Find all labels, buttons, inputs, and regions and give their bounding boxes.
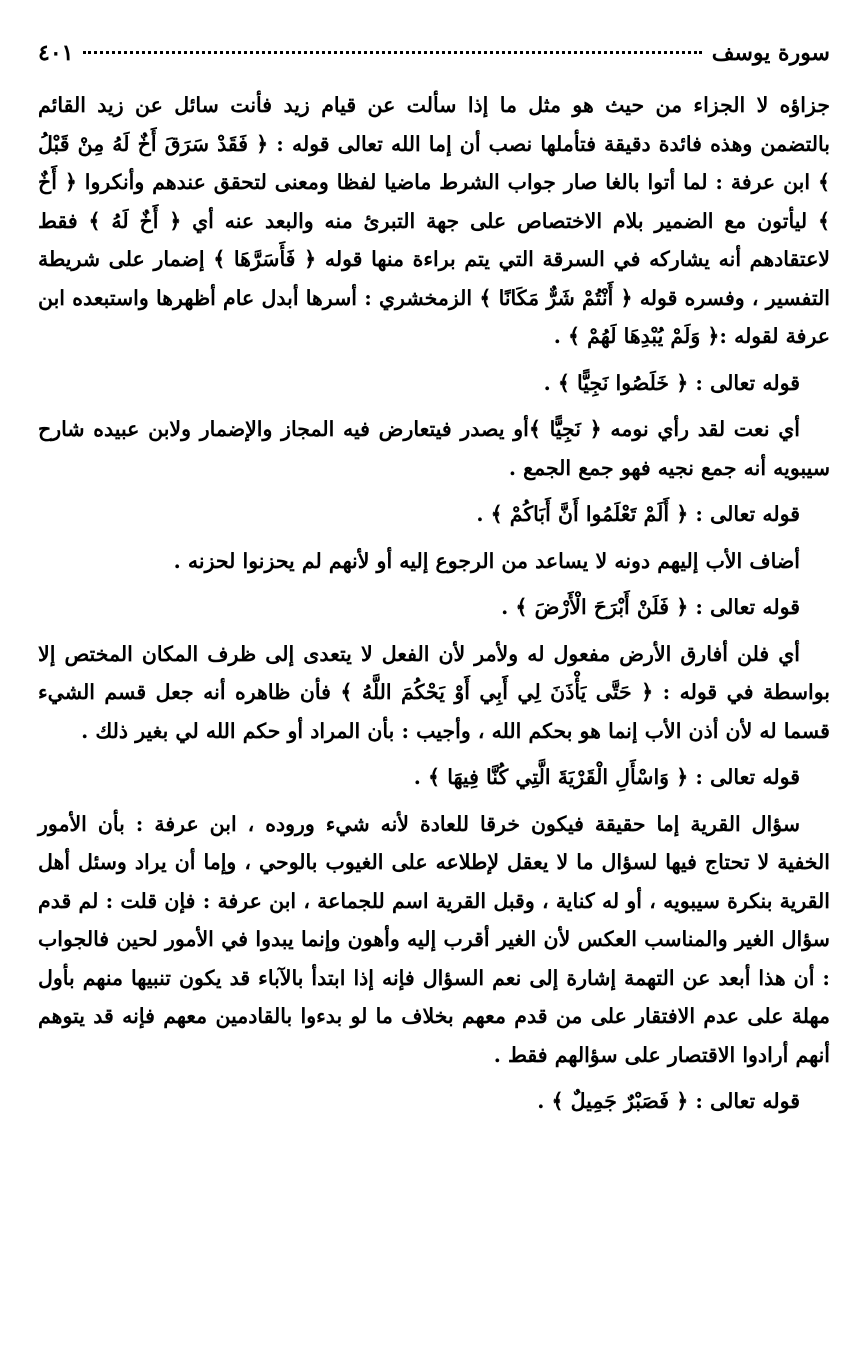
verse-heading-alam-talamu: قوله تعالى : ﴿ أَلَمْ تَعْلَمُوا أَنَّ أَبَاكُمْ ﴾ . [476, 502, 800, 526]
paragraph-commentary-4: أي فلن أفارق الأرض مفعول له ولأمر لأن الفعل لا يتعدى إلى ظرف المكان المختص إلا بواسطة في قوله : ﴿ حَتَّى يَأْذَنَ لِي أَبِي أَوْ يَحْكُمَ اللَّهُ ﴾ فأن ظاهره أنه جعل قسم الشيء قسما له لأن أذن الأب إنما هو بحكم الله ، وأجيب : بأن المراد أو حكم الله لي بغير ذلك . [38, 641, 830, 743]
paragraph-commentary-2: أي نعت لقد رأي نومه ﴿ نَجِيًّا ﴾أو يصدر فيتعارض فيه المجاز والإضمار ولابن عبيده شارح سيبويه أنه جمع نجيه فهو جمع الجمع . [38, 417, 830, 480]
page-number: ٤٠١ [38, 40, 74, 66]
book-page [38, 40, 830, 1121]
verse-heading-wasal-alqarya: قوله تعالى : ﴿ وَاسْأَلِ الْقَرْيَةَ الَّتِي كُنَّا فِيهَا ﴾ . [413, 765, 800, 789]
paragraph-commentary-5: سؤال القرية إما حقيقة فيكون خرقا للعادة لأنه شيء وروده ، ابن عرفة : بأن الأمور الخفية لا تحتاج فيها لسؤال ما لا يعقل لإطلاعه على الغيوب بالوحي ، وإما أن يراد وسئل أهل القرية بنكرة سيبويه ، أو له كناية ، وقبل القرية اسم للجماعة ، ابن عرفة : فإن قلت : لم قدم سؤال الغير والمناسب العكس لأن الغير أقرب إليه وأهون وإنما يبدوا في الأمور لحين فالجواب : أن هذا أبعد عن التهمة إشارة إلى نعم السؤال فإنه إذا ابتدأ بالآباء قد يكون تنبيها منهم بأول مهلة على عدم الافتقار على من قدم معهم بخلاف ما لو بدءوا بالقادمين معهم فإنه قد يتوهم أنهم أرادوا الاقتصار على سؤالهم فقط . [38, 811, 830, 1067]
verse-heading-fasabrun-jamil: قوله تعالى : ﴿ فَصَبْرٌ جَمِيلٌ ﴾ . [537, 1089, 800, 1113]
paragraph-commentary-1: جزاؤه لا الجزاء من حيث هو مثل ما إذا سألت عن قيام زيد فأنت سائل عن زيد القائم بالتضمن وهذه فائدة دقيقة فتأملها نصب أن إما الله تعالى قوله : ﴿ فَقَدْ سَرَقَ أَخٌ لَهُ مِنْ قَبْلُ ﴾ ابن عرفة : لما أتوا بالغا صار جواب الشرط ماضيا لفظا ومعنى لتحقق عندهم وأنكروا ﴿ أَخٌ ﴾ ليأتون مع الضمير بلام الاختصاص على جهة التبرئ منه والبعد عنه أي ﴿ أَخٌ لَهُ ﴾ فقط لاعتقادهم أنه يشاركه في السرقة التي يتم براءة منها قوله ﴿ فَأَسَرَّهَا ﴾ إضمار على شريطة التفسير ، وفسره قوله ﴿ أَنْتُمْ شَرٌّ مَكَانًا ﴾ الزمخشري : أسرها أبدل عام أظهرها واستبعده ابن عرفة لقوله :﴿ وَلَمْ يُبْدِهَا لَهُمْ ﴾ . [38, 93, 830, 348]
verse-heading-khalasu: قوله تعالى : ﴿ خَلَصُوا نَجِيًّا ﴾ . [543, 370, 800, 395]
surah-title: سورة يوسف [711, 40, 830, 66]
dotted-leader [83, 51, 701, 54]
page-header [38, 40, 830, 86]
paragraph-commentary-3: أضاف الأب إليهم دونه لا يساعد من الرجوع إليه أو لأنهم لم يحزنوا لحزنه . [173, 548, 800, 573]
verse-heading-falan-abraha: قوله تعالى : ﴿ فَلَنْ أَبْرَحَ الْأَرْضَ ﴾ . [501, 595, 800, 619]
